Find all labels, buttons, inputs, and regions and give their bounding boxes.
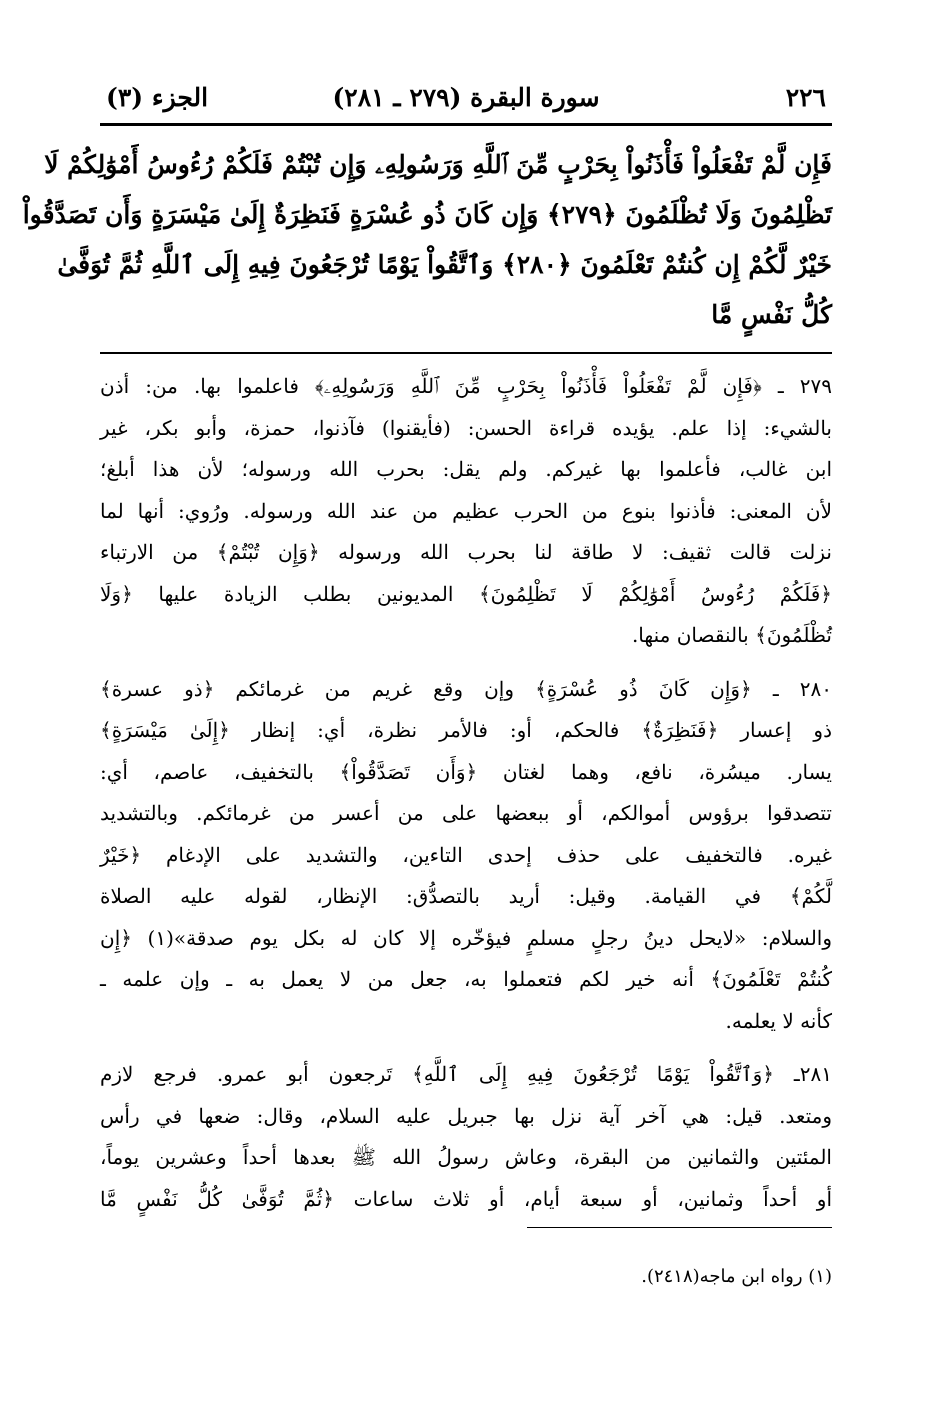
page-number: ٢٢٦ bbox=[785, 83, 826, 112]
text-line: بالشيء: إذا علم. يؤيده قراءة الحسن: (فأيقنوا) فآذنوا، حمزة، وأبو بكر، غير bbox=[100, 415, 832, 440]
commentary-verse-280 bbox=[100, 669, 832, 1043]
surah-title: سورة البقرة (٢٧٩ ـ ٢٨١) bbox=[332, 83, 600, 112]
footnote: (١) رواه ابن ماجه(٢٤١٨). bbox=[641, 1266, 832, 1287]
text-line: كأنه لا يعلمه. bbox=[725, 1008, 832, 1033]
text-line: نزلت قالت ثقيف: لا طاقة لنا بحرب الله ورسوله ﴿وَإِن تُبْتُمْ﴾ من الارتباء bbox=[100, 540, 832, 564]
quran-line: خَيْرٌ لَّكُمْ إِن كُنتُمْ تَعْلَمُونَ ﴿٢٨٠﴾ وَٱتَّقُواْ يَوْمًا تُرْجَعُونَ فِيهِ إِلَى ٱللَّهِ ثُمَّ تُوَفَّىٰ bbox=[57, 250, 832, 279]
commentary bbox=[100, 366, 832, 1232]
text-line: تُظْلَمُونَ﴾ بالنقصان منها. bbox=[631, 623, 832, 647]
text-line: لأن المعنى: فأذنوا بنوع من الحرب عظيم من عند الله ورسوله. ورُوي: أنها لما bbox=[100, 498, 832, 523]
text-line: ٢٨٠ ـ ﴿وَإِن كَانَ ذُو عُسْرَةٍ﴾ وإن وقع غريم من غرمائكم ﴿ذو عسرة﴾ bbox=[100, 676, 832, 701]
text-line: لَّكُمْ﴾ في القيامة. وقيل: أريد بالتصدُّق: الإنظار، لقوله عليه الصلاة bbox=[100, 884, 832, 908]
page-header bbox=[100, 78, 832, 118]
quran-text bbox=[22, 140, 832, 350]
commentary-verse-279 bbox=[100, 366, 832, 657]
text-line: ذو إعسار ﴿فَنَظِرَةٌ﴾ فالحكم، أو: فالأمر نظرة، أي: إنظار ﴿إِلَىٰ مَيْسَرَةٍ﴾ bbox=[100, 718, 832, 742]
juz-label: الجزء (٣) bbox=[106, 83, 209, 112]
commentary-verse-281 bbox=[100, 1054, 832, 1220]
text-line: ﴿فَلَكُمْ رُءُوسُ أَمْوَٰلِكُمْ لَا تَظْلِمُونَ﴾ المديونين بطلب الزيادة عليها ﴿وَلَا bbox=[100, 581, 832, 606]
text-line: ومتعد. قيل: هي آخر آية نزل بها جبريل عليه السلام، وقال: ضعها في رأس bbox=[100, 1103, 832, 1128]
quran-line: كُلُّ نَفْسٍ مَّا bbox=[711, 300, 832, 329]
quran-line: فَإِن لَّمْ تَفْعَلُواْ فَأْذَنُواْ بِحَرْبٍ مِّنَ ٱللَّهِ وَرَسُولِهِۦ وَإِن تُبْتُمْ فَلَكُمْ رُءُوسُ أَمْوَٰلِكُمْ لَا bbox=[44, 150, 832, 179]
text-line: يسار. ميسُرة، نافع، وهما لغتان ﴿وَأَن تَصَدَّقُواْ﴾ بالتخفيف، عاصم، أي: bbox=[100, 759, 832, 784]
text-line: ٢٨١ـ ﴿وَٱتَّقُواْ يَوْمًا تُرْجَعُونَ فِيهِ إِلَى ٱللَّهِ﴾ تَرجعون أبو عمرو. فرجع لازم bbox=[100, 1062, 832, 1086]
text-line: المئتين والثمانين من البقرة، وعاش رسولُ الله ﷺ بعدها أحداً وعشرين يوماً، bbox=[100, 1145, 832, 1169]
text-line: ٢٧٩ ـ ﴿فَإِن لَّمْ تَفْعَلُواْ فَأْذَنُواْ بِحَرْبٍ مِّنَ ٱللَّهِ وَرَسُولِهِۦ﴾ فاعلموا بها. من: أذن bbox=[100, 374, 832, 398]
quran-line: تَظْلِمُونَ وَلَا تُظْلَمُونَ ﴿٢٧٩﴾ وَإِن كَانَ ذُو عُسْرَةٍ فَنَظِرَةٌ إِلَىٰ مَيْسَرَةٍ وَأَن تَصَدَّقُواْ bbox=[22, 200, 832, 229]
text-line: ابن غالب، فأعلموا بها غيركم. ولم يقل: بحرب الله ورسوله؛ لأن هذا أبلغ؛ bbox=[100, 457, 832, 481]
text-line: والسلام: «لايحل دينُ رجلٍ مسلمٍ فيؤخّره إلا كان له بكل يوم صدقة»(١) ﴿إِن bbox=[100, 925, 832, 950]
text-line: كُنتُمْ تَعْلَمُونَ﴾ أنه خير لكم فتعملوا به، جعل من لا يعمل به ـ وإن علمه ـ bbox=[100, 967, 832, 991]
quran-divider bbox=[100, 352, 832, 354]
text-line: أو أحداً وثمانين، أو سبعة أيام، أو ثلاث ساعات ﴿ثُمَّ تُوَفَّىٰ كُلُّ نَفْسٍ مَّا bbox=[100, 1186, 832, 1211]
text-line: تتصدقوا برؤوس أموالكم، أو ببعضها على من أعسر من غرمائكم. وبالتشديد bbox=[100, 801, 832, 825]
text-line: غيره. فالتخفيف على حذف إحدى التاءين، والتشديد على الإدغام ﴿خَيْرٌ bbox=[100, 842, 832, 867]
footnote-divider bbox=[527, 1227, 832, 1228]
header-divider bbox=[100, 123, 832, 126]
